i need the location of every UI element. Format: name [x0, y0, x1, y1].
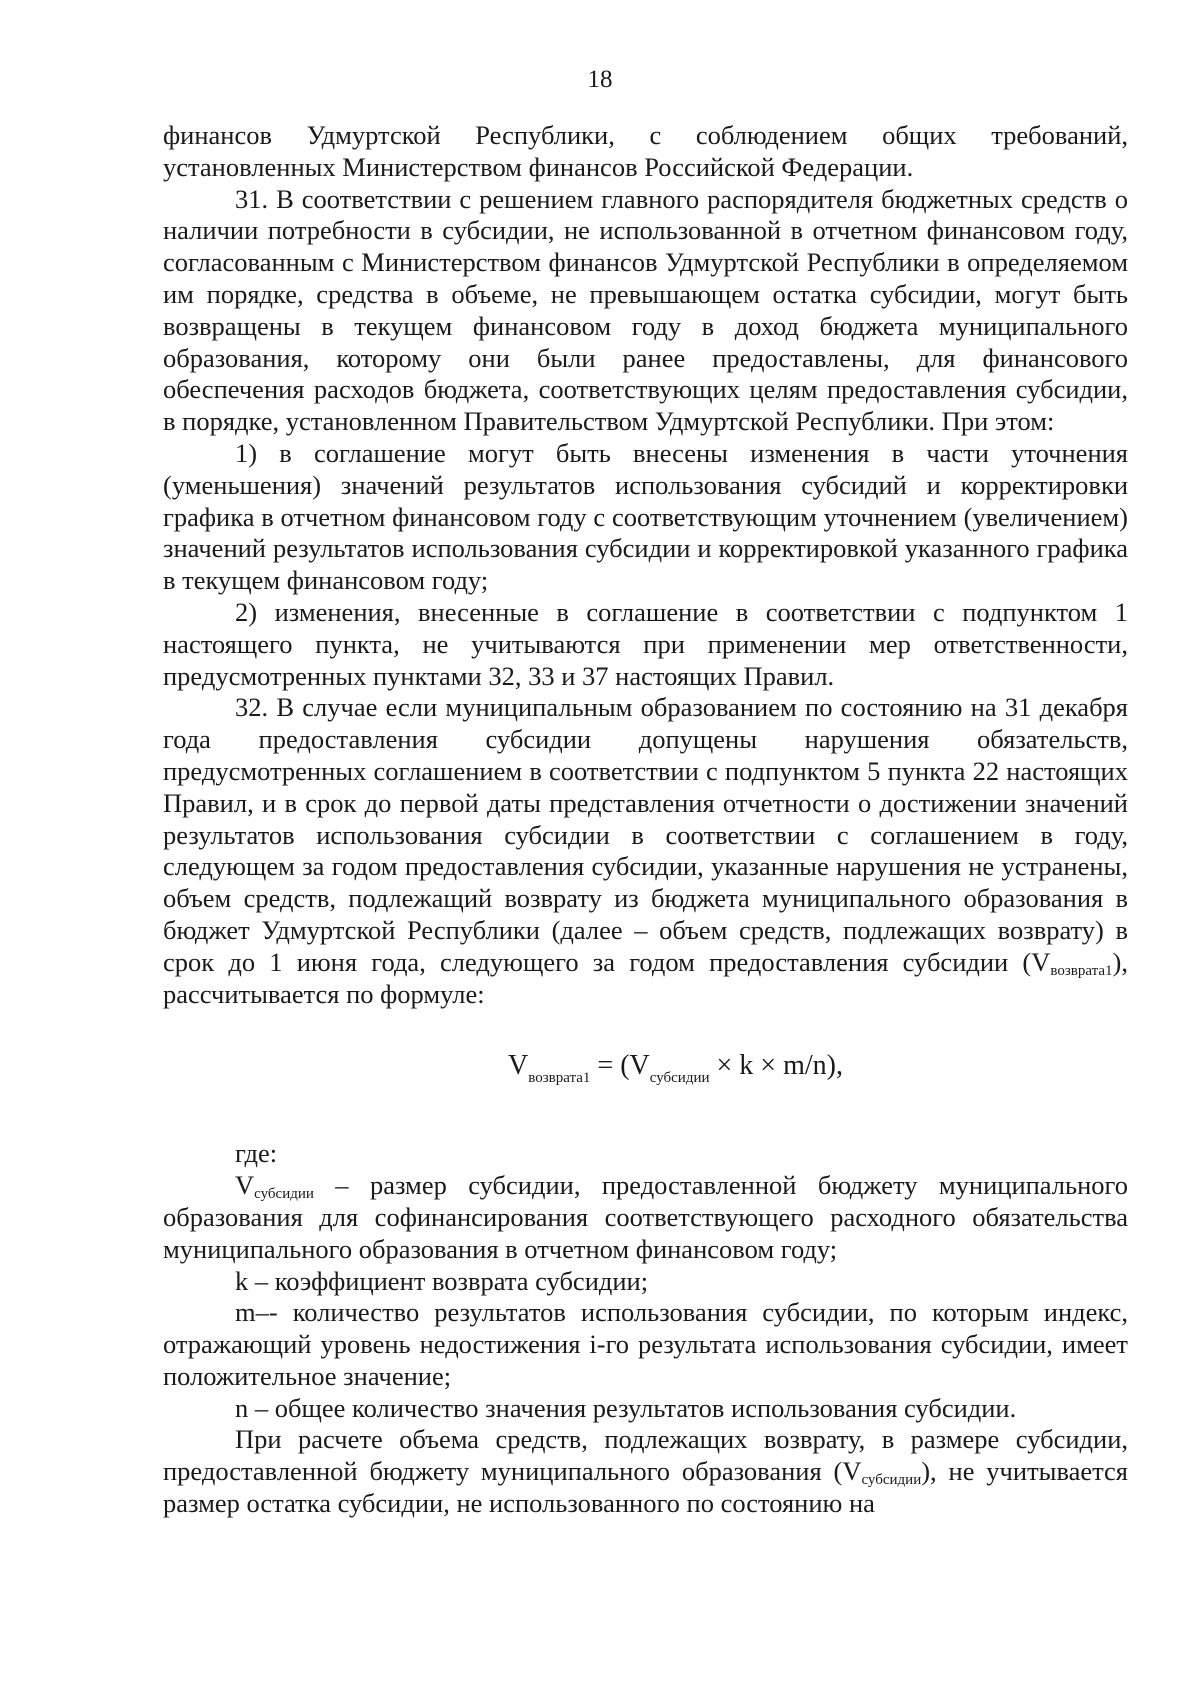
paragraph-last-subscript: субсидии: [861, 1472, 922, 1489]
document-body: [163, 120, 1128, 1520]
paragraph-31: 31. В соответствии с решением главного распорядителя бюджетных средств о наличии потребности в субсидии, не использованной в отчетном финансовом году, согласованным с Министерством финансов Удмуртской Республики в определяемом им порядке, средства в объеме, не превышающем остатка субсидии, могут быть возвращены в текущем финансовом году в доход бюджета муниципального образования, которому они были ранее предоставлены, для финансового обеспечения расходов бюджета, соответствующих целям предоставления субсидии, в порядке, установленном Правительством Удмуртской Республики. При этом:: [163, 183, 1128, 437]
formula-tail: × k × m/n): [709, 1050, 836, 1082]
paragraph-31-item-1: 1) в соглашение могут быть внесены изменения в части уточнения (уменьшения) значений результатов использования субсидий и корректировки графика в отчетном финансовом году с соответствующим уточнением (увеличением) значений результатов использования субсидии и корректировкой указанного графика в текущем финансовом году;: [163, 437, 1128, 596]
paragraph-last-b: ), не учитывается размер остатка субсидии, не использованного по состоянию на: [163, 1456, 1128, 1519]
definition-k: k – коэффициент возврата субсидии;: [235, 1265, 649, 1296]
formula-v: V: [508, 1050, 529, 1082]
definition-n: n – общее количество значения результатов использования субсидии.: [235, 1392, 1017, 1423]
paragraph-32-tail: ), рассчитывается по формуле:: [163, 946, 1128, 1009]
paragraph-intro: финансов Удмуртской Республики, с соблюдением общих требований, установленных Министерством финансов Российской Федерации.: [163, 120, 1128, 182]
definition-v-text: – размер субсидии, предоставленной бюджету муниципального образования для софинансирования соответствующего расходного обязательства муниципального образования в отчетном финансовом году;: [163, 1170, 1128, 1264]
paragraph-32-subscript: возврата1: [1050, 962, 1113, 979]
page-number: 18: [587, 66, 613, 93]
paragraph-last-a: При расчете объема средств, подлежащих возврату, в размере субсидии, предоставленной бюджету муниципального образования (V: [163, 1424, 1128, 1487]
formula-subsidy-subscript: субсидии: [649, 1070, 710, 1087]
paragraph-32-text: 32. В случае если муниципальным образованием по состоянию на 31 декабря года предоставления субсидии допущены нарушения обязательств, предусмотренных соглашением в соответствии с подпунктом 5 пункта 22 настоящих Правил, и в срок до первой даты представления отчетности о достижении значений результатов использования субсидии в соответствии с соглашением в году, следующем за годом предоставления субсидии, указанные нарушения не устранены, объем средств, подлежащий возврату из бюджета муниципального образования в бюджет Удмуртской Республики (далее – объем средств, подлежащих возврату) в срок до 1 июня года, следующего за годом предоставления субсидии (V: [163, 692, 1128, 977]
definition-v-symbol: V: [235, 1170, 255, 1201]
where-label: где:: [235, 1138, 278, 1169]
paragraph-31-item-2: 2) изменения, внесенные в соглашение в соответствии с подпунктом 1 настоящего пункта, не учитываются при применении мер ответственности, предусмотренных пунктами 32, 33 и 37 настоящих Правил.: [163, 596, 1128, 691]
formula-end: ,: [835, 1050, 843, 1082]
paragraph-32: [163, 692, 1128, 1010]
definition-v-subsidy: [163, 1170, 1128, 1265]
formula-mid: = (V: [590, 1050, 650, 1082]
formula-v-subscript: возврата1: [528, 1070, 591, 1087]
definition-m: m–- количество результатов использования субсидии, по которым индекс, отражающий уровень недостижения i-го результата использования субсидии, имеет положительное значение;: [163, 1297, 1128, 1391]
paragraph-last: [163, 1424, 1128, 1519]
definition-v-subscript: субсидии: [254, 1186, 314, 1203]
formula: [163, 1038, 1128, 1108]
